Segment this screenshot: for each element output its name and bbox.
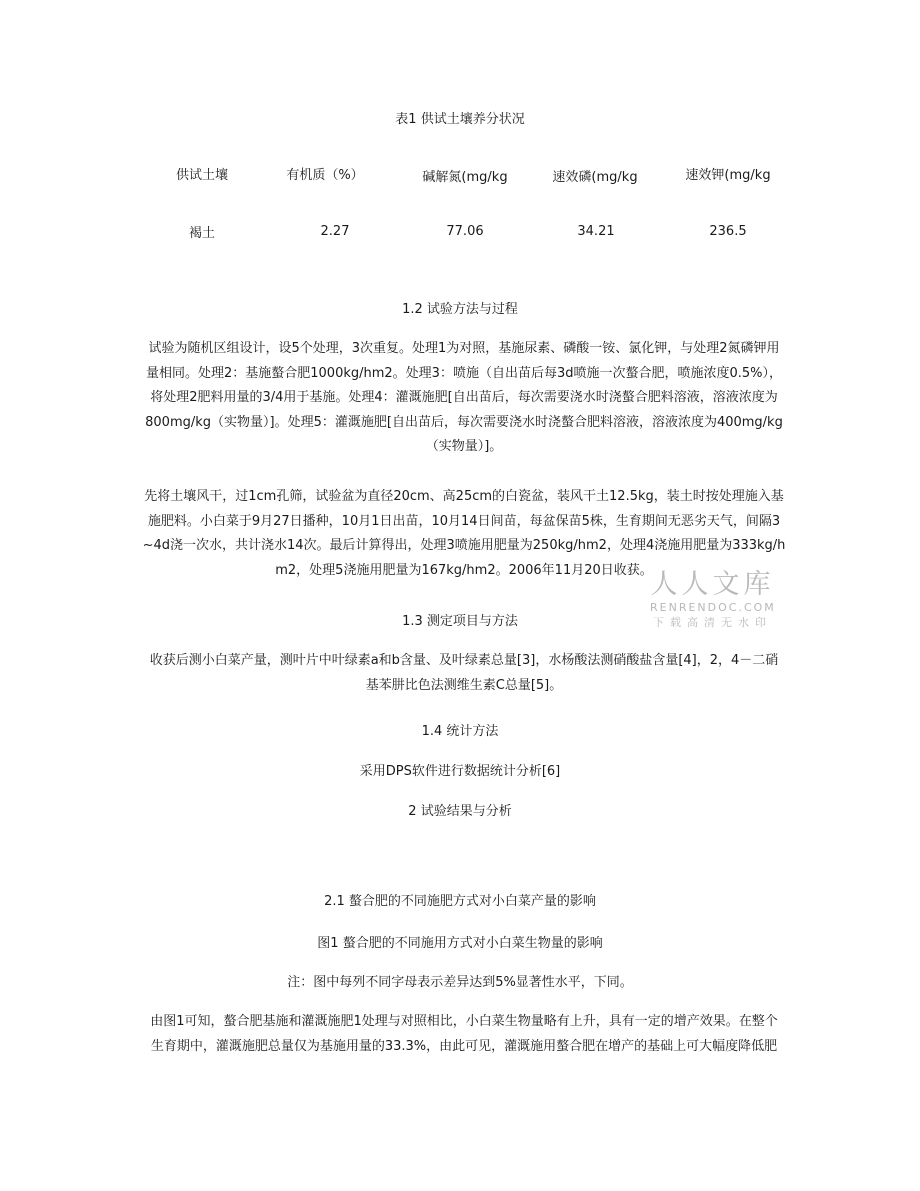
- paragraph-method: [138, 337, 790, 460]
- table-header-cell: 有机质（%）: [286, 168, 364, 183]
- table-cell: 褐土: [188, 226, 215, 241]
- table-cell: 2.27: [320, 224, 350, 239]
- figure-note: 注：图中每列不同字母表示差异达到5%显著性水平，下同。: [287, 975, 633, 990]
- paragraph-measurement: [138, 649, 790, 698]
- watermark-title: 人人文库: [650, 569, 775, 600]
- table-header-cell: 速效磷(mg/kg: [552, 170, 638, 185]
- paragraph-line: （实物量）]。: [425, 439, 503, 454]
- table-cell: 77.06: [446, 224, 484, 239]
- watermark-domain: RENRENDOC.COM: [650, 601, 776, 614]
- section-heading: 1.4 统计方法: [421, 724, 499, 739]
- table-caption: 表1 供试土壤养分状况: [395, 112, 525, 127]
- paragraph-line: ~4d浇一次水，共计浇水14次。最后计算得出，处理3喷施用肥量为250kg/hm2，处理4浇施用肥量为333kg/h: [142, 538, 786, 553]
- paragraph-line: 800mg/kg（实物量）]。处理5：灌溉施肥[自出苗后，每次需要浇水时浇螯合肥料溶液，溶液浓度为400mg/kg: [145, 414, 783, 430]
- table-cell: 34.21: [577, 224, 615, 239]
- paragraph-line: 基苯肼比色法测维生素C总量[5]。: [365, 677, 563, 693]
- paragraph-line: 由图1可知，螯合肥基施和灌溉施肥1处理与对照相比，小白菜生物量略有上升，具有一定的增产效果。在整个: [150, 1014, 778, 1029]
- section-heading: 1.2 试验方法与过程: [402, 302, 518, 317]
- section-heading: 1.3 测定项目与方法: [402, 614, 518, 629]
- figure-caption: 图1 螯合肥的不同施用方式对小白菜生物量的影响: [317, 936, 603, 951]
- table-cell: 236.5: [709, 224, 747, 239]
- table-header-cell: 碱解氮(mg/kg: [422, 170, 508, 185]
- section-heading: 2 试验结果与分析: [408, 804, 512, 819]
- paragraph-line: 将处理2肥料用量的3/4用于基施。处理4：灌溉施肥[自出苗后，每次需要浇水时浇螯合肥料溶液，溶液浓度为: [150, 390, 778, 405]
- paragraph-line: 试验为随机区组设计，设5个处理，3次重复。处理1为对照，基施尿素、磷酸一铵、氯化钾，与处理2氮磷钾用: [148, 341, 780, 356]
- watermark-slogan: 下载高清无水印: [653, 616, 772, 629]
- paragraph-statistics: 采用DPS软件进行数据统计分析[6]: [359, 764, 561, 779]
- paragraph-line: 量相同。处理2：基施螯合肥1000kg/hm2。处理3：喷施（自出苗后每3d喷施一次螯合肥，喷施浓度0.5%），: [145, 365, 782, 381]
- paragraph-line: 先将土壤风干，过1cm孔筛，试验盆为直径20cm、高25cm的白瓷盆，装风干土12.5kg，装土时按处理施入基: [144, 489, 784, 504]
- table-header-cell: 供试土壤: [175, 168, 228, 183]
- paragraph-line: 生育期中，灌溉施肥总量仅为基施用量的33.3%，由此可见，灌溉施用螯合肥在增产的基础上可大幅度降低肥: [150, 1038, 778, 1054]
- paragraph-line: 收获后测小白菜产量，测叶片中叶绿素a和b含量、及叶绿素总量[3]，水杨酸法测硝酸盐含量[4]，2，4－二硝: [149, 653, 779, 668]
- paragraph-line: 施肥料。小白菜于9月27日播种，10月1日出苗，10月14日间苗，每盆保苗5株，生育期间无恶劣天气，间隔3: [147, 513, 781, 529]
- paragraph-line: m2，处理5浇施用肥量为167kg/hm2。2006年11月20日收获。: [275, 562, 653, 578]
- paragraph-results: [138, 1010, 790, 1059]
- section-heading: 2.1 螯合肥的不同施肥方式对小白菜产量的影响: [324, 894, 596, 909]
- table-header-cell: 速效钾(mg/kg: [685, 168, 771, 183]
